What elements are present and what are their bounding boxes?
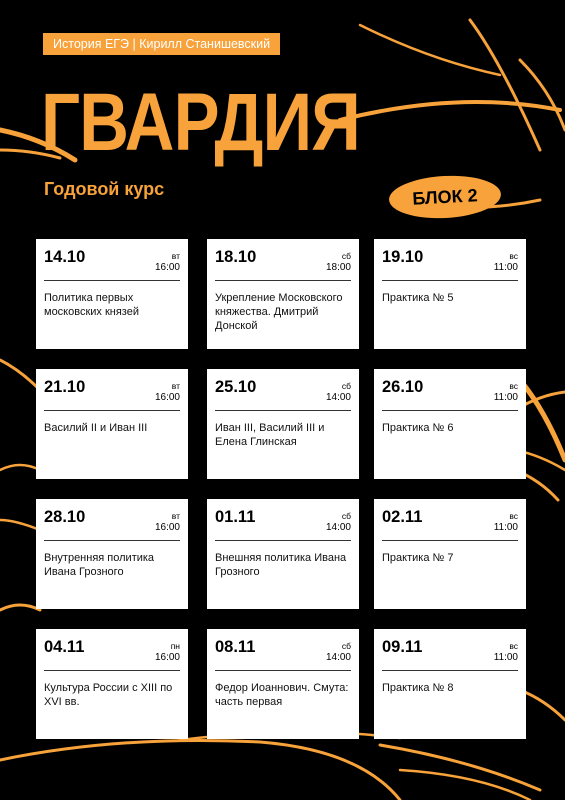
lesson-weekday: сб — [341, 251, 351, 261]
lesson-date: 18.10 — [215, 248, 257, 266]
lesson-time: 11:00 — [493, 652, 518, 663]
lesson-time: 11:00 — [493, 522, 518, 533]
lesson-time: 16:00 — [154, 652, 180, 663]
lesson-weekday: сб — [341, 511, 351, 521]
lesson-topic: Культура России с XIII по XVI вв. — [44, 682, 173, 708]
card-divider — [215, 410, 351, 411]
lesson-weekday: сб — [341, 381, 351, 391]
lesson-weekday: вт — [171, 511, 180, 521]
lesson-weekday: вс — [509, 251, 518, 261]
card-divider — [44, 670, 180, 671]
lesson-time: 16:00 — [154, 392, 180, 403]
lesson-date: 25.10 — [215, 378, 257, 396]
lesson-date: 26.10 — [382, 378, 424, 396]
lesson-weekday: вс — [509, 381, 518, 391]
lesson-topic: Иван III, Василий III и Елена Глинская — [215, 422, 325, 448]
lesson-card — [207, 239, 359, 349]
lesson-time: 14:00 — [325, 522, 351, 533]
course-author-badge: История ЕГЭ | Кирилл Станишевский — [43, 33, 280, 55]
lesson-date: 28.10 — [44, 508, 86, 526]
card-divider — [215, 670, 351, 671]
block-badge-label: БЛОК 2 — [411, 184, 479, 209]
lesson-date: 04.11 — [44, 638, 85, 656]
lesson-date: 19.10 — [382, 248, 424, 266]
lesson-weekday: сб — [341, 641, 351, 651]
lesson-card — [36, 239, 188, 349]
lesson-card — [207, 629, 359, 739]
lesson-time: 14:00 — [325, 392, 351, 403]
lesson-time: 16:00 — [154, 522, 180, 533]
lesson-date: 09.11 — [382, 638, 423, 656]
lesson-card — [207, 499, 359, 609]
lesson-date: 01.11 — [215, 508, 256, 526]
card-divider — [382, 670, 518, 671]
lesson-weekday: вс — [509, 511, 518, 521]
lesson-weekday: вс — [509, 641, 518, 651]
lesson-time: 14:00 — [325, 652, 351, 663]
card-divider — [44, 410, 180, 411]
course-subtitle: Годовой курс — [44, 179, 165, 199]
lesson-time: 11:00 — [493, 392, 518, 403]
lesson-topic: Укрепление Московского княжества. Дмитрий Донской — [215, 292, 343, 332]
lesson-card — [36, 499, 188, 609]
lesson-card — [374, 239, 526, 349]
lesson-time: 16:00 — [154, 262, 180, 273]
lesson-card — [374, 369, 526, 479]
lesson-card — [374, 499, 526, 609]
lesson-weekday: вт — [171, 251, 180, 261]
card-divider — [382, 540, 518, 541]
lesson-topic: Внутренняя политика Ивана Грозного — [44, 552, 155, 578]
lesson-card — [374, 629, 526, 739]
lesson-time: 18:00 — [325, 262, 351, 273]
lesson-topic: Федор Иоаннович. Смута: часть первая — [215, 682, 349, 708]
card-divider — [44, 540, 180, 541]
lesson-weekday: вт — [171, 381, 180, 391]
page-title: ГВАРДИЯ — [41, 77, 360, 168]
card-divider — [215, 540, 351, 541]
lesson-time: 11:00 — [493, 262, 518, 273]
card-divider — [382, 280, 518, 281]
lesson-date: 21.10 — [44, 378, 86, 396]
lesson-topic: Василий II и Иван III — [44, 422, 148, 434]
lesson-card — [36, 629, 188, 739]
lesson-date: 08.11 — [215, 638, 256, 656]
lesson-topic: Политика первых московских князей — [44, 292, 139, 318]
lesson-topic: Практика № 8 — [382, 682, 454, 694]
lesson-topic: Практика № 5 — [382, 292, 454, 304]
card-divider — [215, 280, 351, 281]
lesson-card — [36, 369, 188, 479]
lesson-topic: Практика № 6 — [382, 422, 454, 434]
card-divider — [382, 410, 518, 411]
card-divider — [44, 280, 180, 281]
lesson-date: 02.11 — [382, 508, 423, 526]
lesson-topic: Практика № 7 — [382, 552, 454, 564]
lesson-weekday: пн — [170, 641, 180, 651]
lesson-topic: Внешняя политика Ивана Грозного — [215, 552, 347, 578]
lesson-card — [207, 369, 359, 479]
lesson-date: 14.10 — [44, 248, 86, 266]
